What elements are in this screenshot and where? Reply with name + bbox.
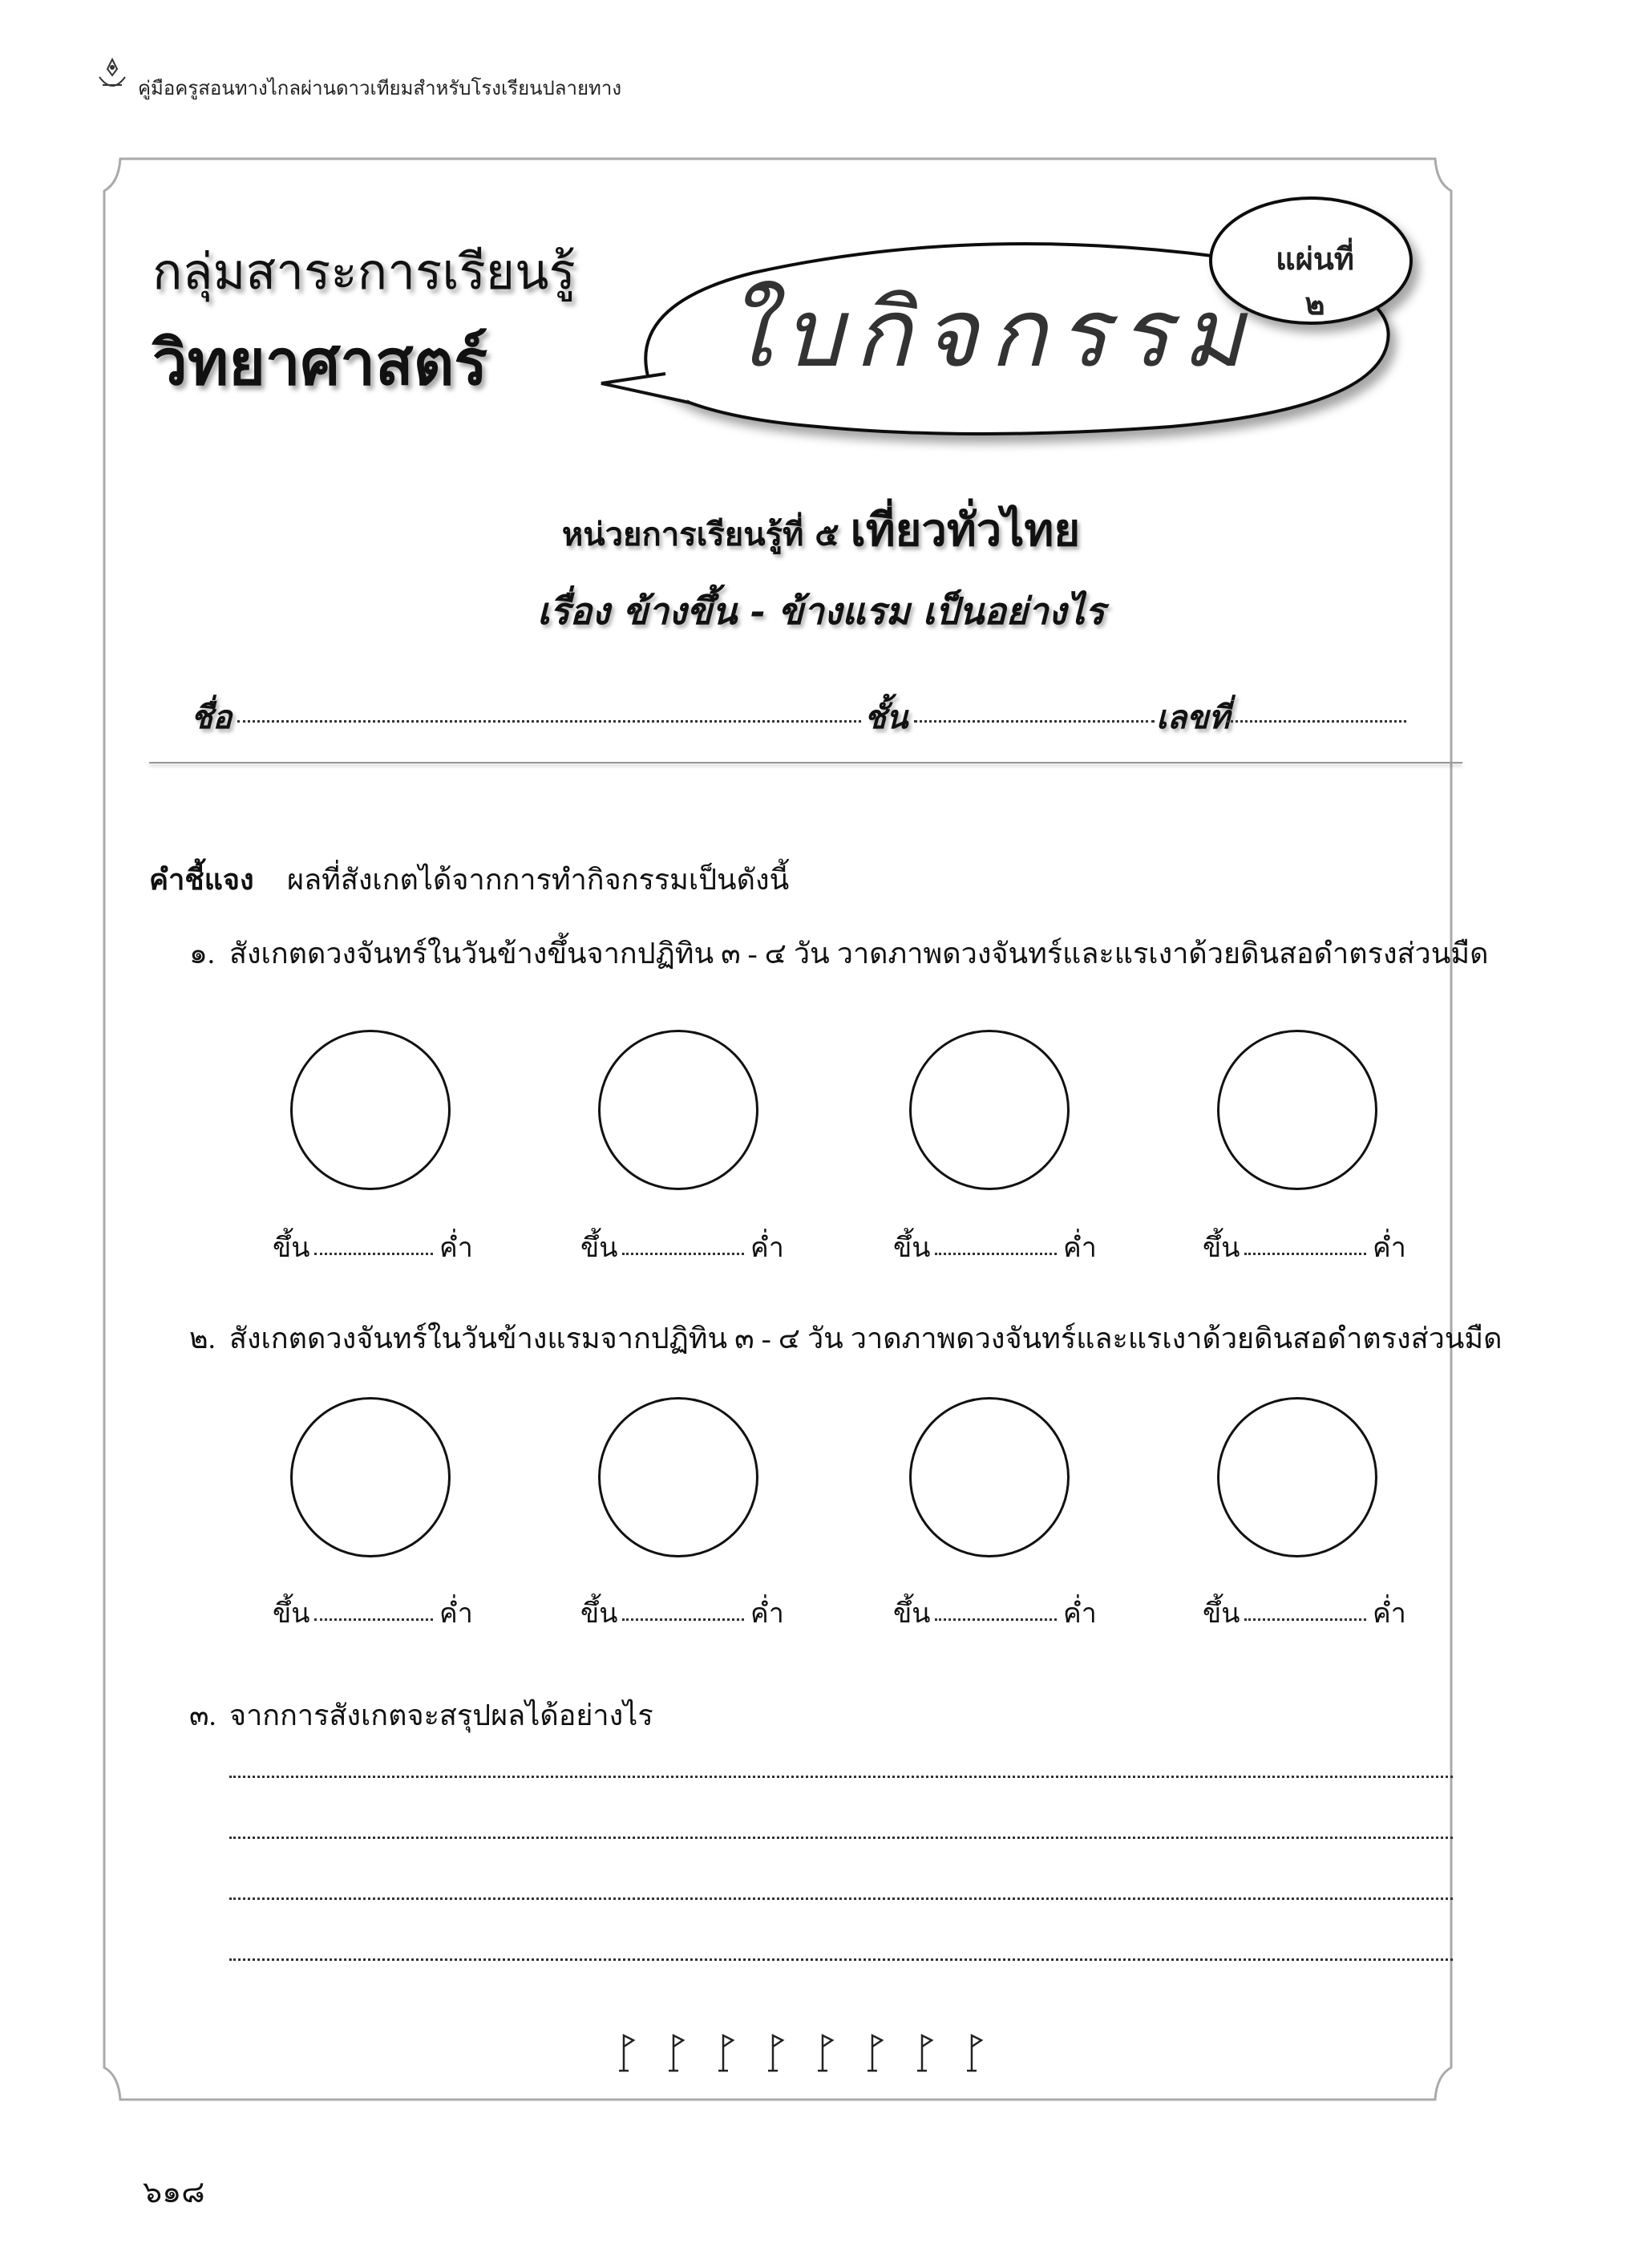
answer-line[interactable] bbox=[229, 1776, 1453, 1778]
item-number: ๒. bbox=[189, 1322, 216, 1355]
dusk-label: ค่ำ bbox=[439, 1599, 473, 1629]
moon-drawing-circle[interactable] bbox=[598, 1030, 758, 1190]
sheet-label: แผ่นที่ bbox=[1276, 241, 1354, 277]
item-number: ๑. bbox=[189, 938, 215, 970]
rise-label: ขึ้น bbox=[273, 1233, 310, 1263]
name-field[interactable] bbox=[237, 720, 861, 723]
class-field[interactable] bbox=[914, 720, 1155, 723]
moon-drawing-circle[interactable] bbox=[598, 1397, 758, 1557]
topic-title: เรื่อง ข้างขึ้น - ข้างแรม เป็นอย่างไร bbox=[537, 589, 1105, 633]
answer-line[interactable] bbox=[229, 1837, 1453, 1839]
worksheet-title: ใบกิจกรรม bbox=[725, 277, 1256, 388]
item-number: ๓. bbox=[189, 1699, 216, 1731]
date-field[interactable] bbox=[314, 1618, 433, 1621]
divider bbox=[149, 762, 1462, 763]
instructions-text: ผลที่สังเกตได้จากการทำกิจกรรมเป็นดังนี้ bbox=[287, 864, 790, 896]
dusk-label: ค่ำ bbox=[750, 1599, 784, 1629]
unit-name: เที่ยวทั่วไทย bbox=[850, 504, 1081, 557]
sheet-number: ๒ bbox=[1304, 286, 1325, 322]
date-field[interactable] bbox=[1244, 1618, 1366, 1621]
dusk-label: ค่ำ bbox=[1063, 1599, 1097, 1629]
dusk-label: ค่ำ bbox=[1373, 1233, 1406, 1263]
rise-label: ขึ้น bbox=[893, 1599, 931, 1629]
moon-drawing-circle[interactable] bbox=[909, 1030, 1070, 1190]
dusk-label: ค่ำ bbox=[439, 1233, 473, 1263]
answer-line[interactable] bbox=[229, 1897, 1453, 1900]
decorative-flag-row bbox=[617, 2029, 1002, 2077]
moon-drawing-circle[interactable] bbox=[290, 1030, 451, 1190]
item-text: สังเกตดวงจันทร์ในวันข้างแรมจากปฏิทิน ๓ - ๔ วัน วาดภาพดวงจันทร์และแรเงาด้วยดินสอดำตรงส่วนมืด bbox=[229, 1322, 1502, 1355]
moon-drawing-circle[interactable] bbox=[1217, 1030, 1377, 1190]
dusk-label: ค่ำ bbox=[750, 1233, 784, 1263]
item-text: จากการสังเกตจะสรุปผลได้อย่างไร bbox=[229, 1699, 653, 1731]
date-field[interactable] bbox=[622, 1253, 744, 1255]
rise-label: ขึ้น bbox=[273, 1599, 310, 1629]
unit-title bbox=[0, 494, 1642, 565]
date-field[interactable] bbox=[622, 1618, 744, 1621]
dusk-label: ค่ำ bbox=[1063, 1233, 1097, 1263]
number-field[interactable] bbox=[1227, 720, 1406, 723]
subject-name: วิทยาศาสตร์ bbox=[152, 327, 488, 399]
school-emblem-logo bbox=[95, 56, 130, 96]
instructions-label: คำชี้แจง bbox=[149, 864, 254, 896]
moon-drawing-circle[interactable] bbox=[290, 1397, 451, 1557]
moon-drawing-circle[interactable] bbox=[1217, 1397, 1377, 1557]
page-number: ๖๑๘ bbox=[143, 2176, 205, 2209]
item-text: สังเกตดวงจันทร์ในวันข้างขึ้นจากปฏิทิน ๓ - ๔ วัน วาดภาพดวงจันทร์และแรเงาด้วยดินสอดำตรงส่วนมืด bbox=[229, 938, 1489, 970]
subject-group-label: กลุ่มสาระการเรียนรู้ bbox=[152, 242, 576, 301]
number-label: เลขที่ bbox=[1156, 699, 1230, 736]
name-label: ชื่อ bbox=[191, 699, 233, 736]
answer-line[interactable] bbox=[229, 1958, 1453, 1961]
date-field[interactable] bbox=[314, 1253, 433, 1255]
unit-label: หน่วยการเรียนรู้ที่ ๕ bbox=[561, 516, 839, 553]
moon-drawing-circle[interactable] bbox=[909, 1397, 1070, 1557]
rise-label: ขึ้น bbox=[580, 1599, 618, 1629]
date-field[interactable] bbox=[1244, 1253, 1366, 1255]
class-label: ชั้น bbox=[864, 699, 908, 736]
rise-label: ขึ้น bbox=[580, 1233, 618, 1263]
running-header: คู่มือครูสอนทางไกลผ่านดาวเทียมสำหรับโรงเรียนปลายทาง bbox=[138, 77, 622, 99]
dusk-label: ค่ำ bbox=[1373, 1599, 1406, 1629]
date-field[interactable] bbox=[935, 1253, 1057, 1255]
date-field[interactable] bbox=[935, 1618, 1057, 1621]
rise-label: ขึ้น bbox=[893, 1233, 931, 1263]
rise-label: ขึ้น bbox=[1203, 1599, 1240, 1629]
rise-label: ขึ้น bbox=[1203, 1233, 1240, 1263]
